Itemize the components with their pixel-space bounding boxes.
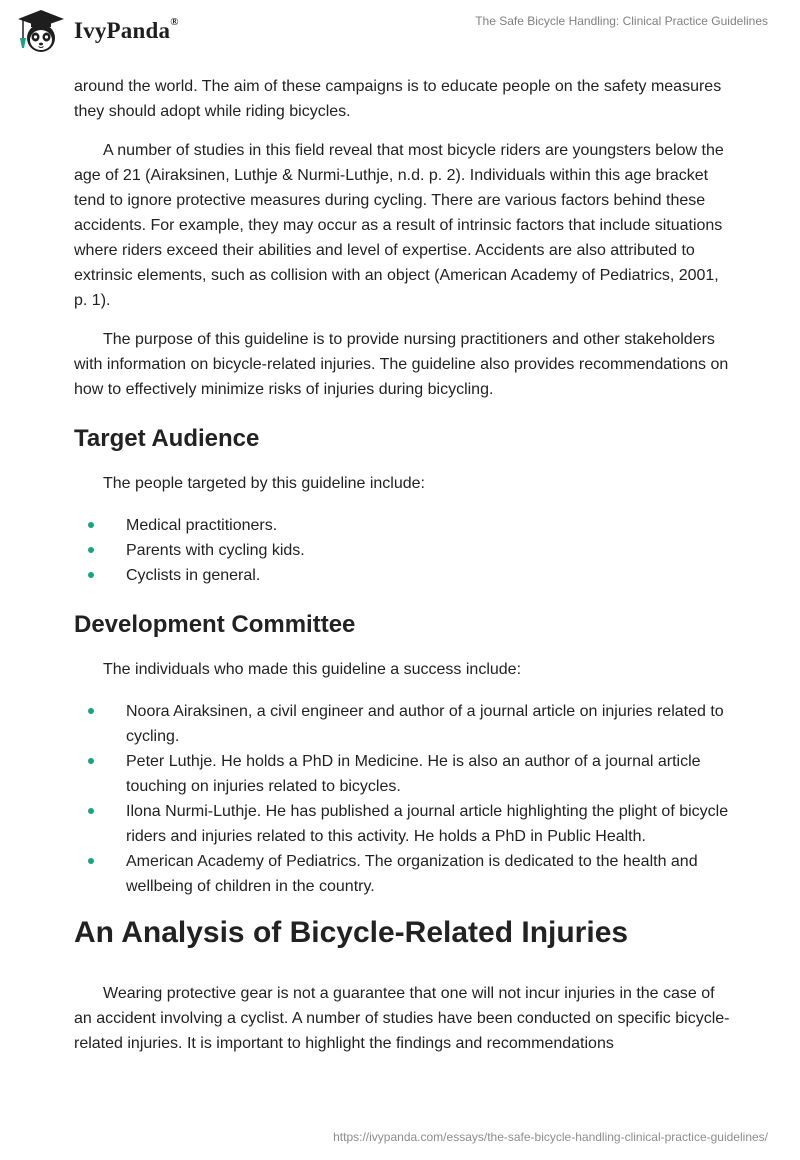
heading-target-audience: Target Audience	[74, 425, 260, 452]
list-item: American Academy of Pediatrics. The organization is dedicated to the health and wellbeing of children in the country.	[74, 849, 734, 899]
ivypanda-logo[interactable]	[14, 8, 179, 54]
target-audience-intro: The people targeted by this guideline include:	[103, 475, 425, 492]
document-title: The Safe Bicycle Handling: Clinical Practice Guidelines	[475, 14, 768, 28]
list-item: Cyclists in general.	[74, 563, 734, 588]
committee-intro: The individuals who made this guideline a success include:	[103, 661, 522, 678]
bullet-icon	[88, 858, 94, 864]
brand-name: IvyPanda®	[74, 16, 179, 43]
bullet-icon	[88, 522, 94, 528]
heading-analysis: An Analysis of Bicycle-Related Injuries	[74, 916, 629, 949]
registered-mark: ®	[170, 16, 179, 28]
list-item: Ilona Nurmi-Luthje. He has published a journal article highlighting the plight of bicycle riders and injuries related to this activity. He holds a PhD in Public Health.	[74, 799, 734, 849]
bullet-icon	[88, 758, 94, 764]
target-audience-list	[74, 513, 734, 588]
list-item: Peter Luthje. He holds a PhD in Medicine. He is also an author of a journal article touching on injuries related to bicycles.	[74, 749, 734, 799]
paragraph-intro-continued: around the world. The aim of these campaigns is to educate people on the safety measures they should adopt while riding bicycles.	[74, 78, 722, 120]
panda-graduate-icon	[14, 8, 68, 54]
source-url-link[interactable]: https://ivypanda.com/essays/the-safe-bicycle-handling-clinical-practice-guidelines/	[333, 1130, 768, 1144]
paragraph-analysis: Wearing protective gear is not a guarantee that one will not incur injuries in the case of an accident involving a cyclist. A number of studies have been conducted on specific bicycle-related injuries. It is important to highlight the findings and recommendations	[74, 985, 730, 1052]
bullet-icon	[88, 572, 94, 578]
bullet-icon	[88, 808, 94, 814]
page-header	[0, 0, 800, 60]
paragraph-studies: A number of studies in this field reveal that most bicycle riders are youngsters below the age of 21 (Airaksinen, Luthje & Nurmi-Luthje, n.d. p. 2). Individuals within this age bracket tend to ignore protective measures during cycling. There are various factors behind these accidents. For example, they may occur as a result of intrinsic factors that include situations where riders exceed their abilities and level of expertise. Accidents are also attributed to extrinsic elements, such as collision with an object (American Academy of Pediatrics, 2001, p. 1).	[74, 142, 724, 309]
heading-development-committee: Development Committee	[74, 611, 356, 638]
article-body	[74, 74, 734, 1070]
committee-list	[74, 699, 734, 899]
list-item: Medical practitioners.	[74, 513, 734, 538]
bullet-icon	[88, 708, 94, 714]
list-item: Parents with cycling kids.	[74, 538, 734, 563]
paragraph-purpose: The purpose of this guideline is to provide nursing practitioners and other stakeholders with information on bicycle-related injuries. The guideline also provides recommendations on how to effectively minimize risks of injuries during bicycling.	[74, 331, 729, 398]
list-item: Noora Airaksinen, a civil engineer and author of a journal article on injuries related to cycling.	[74, 699, 734, 749]
bullet-icon	[88, 547, 94, 553]
